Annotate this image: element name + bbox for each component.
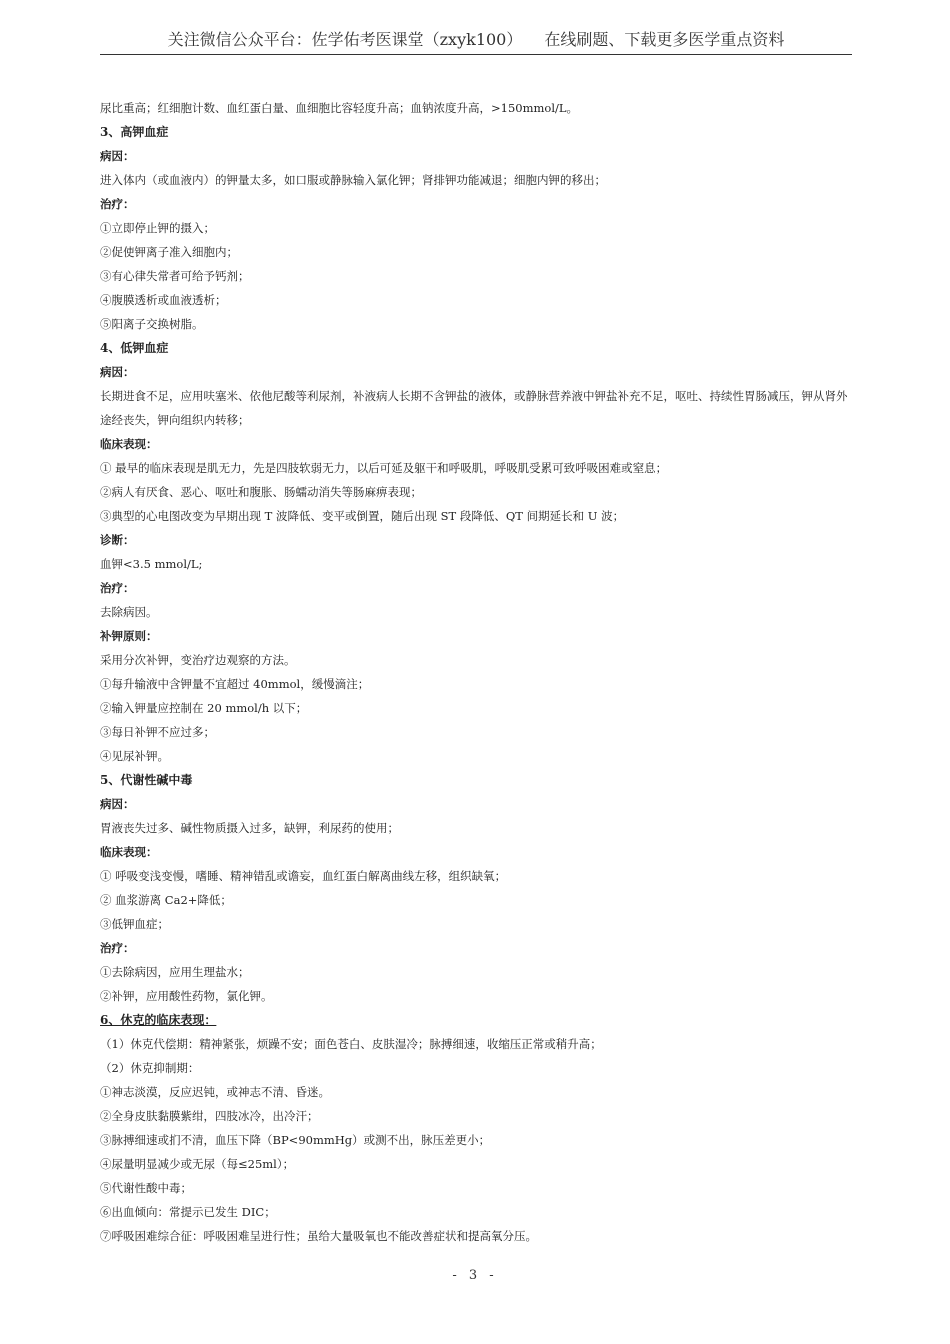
- section-heading: 3、高钾血症: [100, 125, 169, 139]
- body-line: ⑤阳离子交换树脂。: [100, 317, 204, 331]
- header-right-text: 在线刷题、下载更多医学重点资料: [544, 30, 785, 49]
- section-heading: 4、低钾血症: [100, 341, 169, 355]
- body-line: ④见尿补钾。: [100, 749, 169, 763]
- subsection-label: 病因：: [100, 365, 135, 379]
- body-line: ① 呼吸变浅变慢，嗜睡、精神错乱或谵妄，血红蛋白解离曲线左移，组织缺氧；: [100, 869, 507, 883]
- body-line: ⑦呼吸困难综合征：呼吸困难呈进行性；虽给大量吸氧也不能改善症状和提高氧分压。: [100, 1229, 537, 1243]
- body-line: ⑤代谢性酸中毒；: [100, 1181, 192, 1195]
- section-heading: 5、代谢性碱中毒: [100, 773, 193, 787]
- subsection-label: 治疗：: [100, 197, 135, 211]
- body-line: （1）休克代偿期：精神紧张，烦躁不安；面色苍白、皮肤湿冷；脉搏细速，收缩压正常或稍升高；: [100, 1037, 602, 1051]
- body-line: 去除病因。: [100, 605, 158, 619]
- subsection-label: 临床表现：: [100, 437, 158, 451]
- body-line: ② 血浆游离 Ca2+降低；: [100, 893, 232, 907]
- body-line: ③典型的心电图改变为早期出现 T 波降低、变平或倒置，随后出现 ST 段降低、QT 间期延长和 U 波；: [100, 509, 625, 523]
- body-line: ⑥出血倾向：常提示已发生 DIC；: [100, 1205, 276, 1219]
- subsection-label: 临床表现：: [100, 845, 158, 859]
- subsection-label: 治疗：: [100, 581, 135, 595]
- section-heading: 6、休克的临床表现：: [100, 1013, 217, 1027]
- body-line: ①神志淡漠，反应迟钝，或神志不清、昏迷。: [100, 1085, 330, 1099]
- subsection-label: 治疗：: [100, 941, 135, 955]
- body-paragraph: 长期进食不足，应用呋塞米、依他尼酸等利尿剂，补液病人长期不含钾盐的液体，或静脉营养液中钾盐补充不足，呕吐、持续性胃肠减压，钾从肾外途经丧失，钾向组织内转移；: [100, 389, 848, 427]
- body-line: ①每升输液中含钾量不宜超过 40mmol，缓慢滴注；: [100, 677, 370, 691]
- page-header: [100, 30, 852, 55]
- body-line: 进入体内（或血液内）的钾量太多，如口服或静脉输入氯化钾；肾排钾功能减退；细胞内钾的移出；: [100, 173, 606, 187]
- body-line: ①去除病因，应用生理盐水；: [100, 965, 250, 979]
- body-line: ②全身皮肤黏膜紫绀，四肢冰冷，出冷汗；: [100, 1109, 319, 1123]
- body-line: ②促使钾离子准入细胞内；: [100, 245, 238, 259]
- body-line: ③有心律失常者可给予钙剂；: [100, 269, 250, 283]
- body-line: 胃液丧失过多、碱性物质摄入过多，缺钾，利尿药的使用；: [100, 821, 399, 835]
- body-line: ②病人有厌食、恶心、呕吐和腹胀、肠蠕动消失等肠麻痹表现；: [100, 485, 422, 499]
- body-line: ②输入钾量应控制在 20 mmol/h 以下；: [100, 701, 308, 715]
- subsection-label: 病因：: [100, 149, 135, 163]
- header-left-text: 关注微信公众平台：佐学佑考医课堂（zxyk100）: [167, 30, 523, 49]
- body-line: 血钾<3.5 mmol/L;: [100, 557, 203, 571]
- body-line: 尿比重高；红细胞计数、血红蛋白量、血细胞比容轻度升高；血钠浓度升高，>150mmol/L。: [100, 101, 579, 115]
- subsection-label: 补钾原则：: [100, 629, 158, 643]
- page-number: - 3 -: [452, 1268, 498, 1283]
- subsection-label: 病因：: [100, 797, 135, 811]
- body-line: （2）休克抑制期：: [100, 1061, 200, 1075]
- body-line: ①立即停止钾的摄入；: [100, 221, 215, 235]
- body-line: ③每日补钾不应过多；: [100, 725, 215, 739]
- body-line: 采用分次补钾，变治疗边观察的方法。: [100, 653, 296, 667]
- subsection-label: 诊断：: [100, 533, 135, 547]
- document-body: [100, 96, 852, 1248]
- body-line: ③低钾血症；: [100, 917, 169, 931]
- body-line: ① 最早的临床表现是肌无力，先是四肢软弱无力，以后可延及躯干和呼吸肌，呼吸肌受累可致呼吸困难或窒息；: [100, 461, 668, 475]
- body-line: ③脉搏细速或扪不清，血压下降（BP<90mmHg）或测不出，脉压差更小；: [100, 1133, 491, 1147]
- body-line: ④尿量明显减少或无尿（每≤25ml）；: [100, 1157, 295, 1171]
- body-line: ②补钾，应用酸性药物，氯化钾。: [100, 989, 273, 1003]
- body-line: ④腹膜透析或血液透析；: [100, 293, 227, 307]
